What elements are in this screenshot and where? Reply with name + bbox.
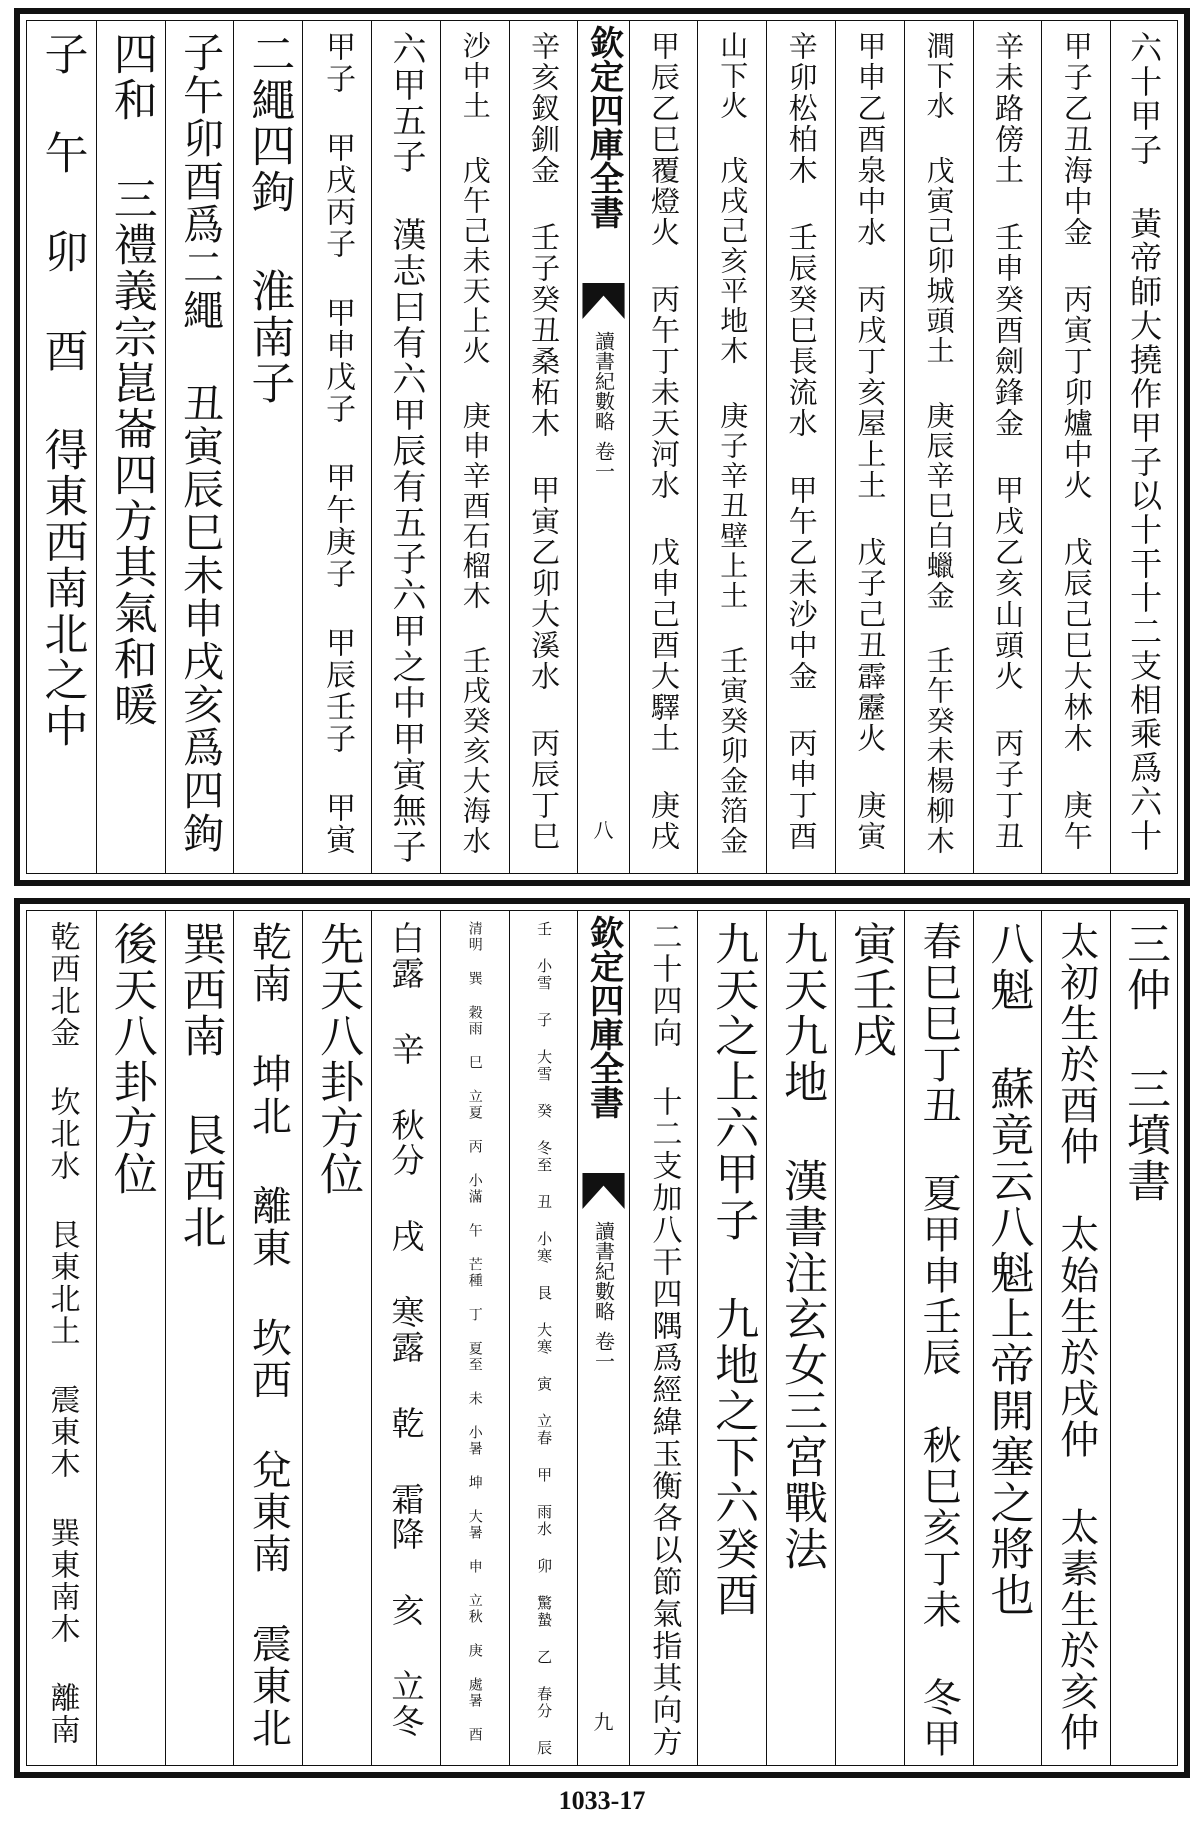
column-text: 太初生於酉仲 太始生於戌仲 太素生於亥仲 (1053, 921, 1099, 1753)
bottom-columns (27, 911, 1177, 1765)
text-column (629, 21, 698, 873)
text-column (371, 911, 440, 1765)
column-text: 寅壬戌 (844, 921, 896, 1059)
text-column (96, 911, 165, 1765)
column-text: 辛卯松柏木 壬辰癸巳長流水 甲午乙未沙中金 丙申丁酉 (784, 31, 819, 852)
text-column (233, 21, 302, 873)
column-text: 乾西北金 坎北水 艮東北土 震東木 巽東南木 離南 (44, 921, 80, 1746)
text-column (302, 911, 371, 1765)
text-column (766, 21, 835, 873)
column-text: 後天八卦方位 (105, 921, 157, 1197)
column-text: 辛亥釵釧金 壬子癸丑桑柘木 甲寅乙卯大溪水 丙辰丁巳 (527, 31, 562, 852)
column-text: 先天八卦方位 (312, 921, 364, 1197)
page-number: 九 (593, 1710, 614, 1734)
text-column (509, 911, 578, 1765)
column-text: 沙中土 戊午己未天上火 庚申辛酉石榴木 壬戌癸亥大海水 (458, 31, 492, 856)
center-fold-column (577, 21, 628, 873)
column-text: 九天九地 漢書注玄女三宮戰法 (776, 921, 828, 1572)
column-text: 八魁 蘇竟云八魁上帝開塞之將也 (982, 921, 1034, 1618)
column-text: 乾南 坤北 離東 坎西 兌東南 震東北 (245, 921, 292, 1749)
column-text: 澗下水 戊寅己卯城頭土 庚辰辛巳白蠟金 壬午癸未楊柳木 (922, 31, 956, 856)
column-text: 甲子 甲戌丙子 甲申戊子 甲午庚子 甲辰壬子 甲寅 (320, 31, 356, 856)
collection-title: 欽定四庫全書 (583, 25, 624, 229)
text-column (440, 21, 509, 873)
column-text: 二十四向 十二支加八干四隅爲經緯玉衡各以節氣指其向方 (646, 921, 682, 1758)
text-column (165, 21, 234, 873)
column-text: 春巳巳丁丑 夏甲申壬辰 秋巳亥丁未 冬甲 (916, 921, 962, 1759)
column-text: 壬 小雪 子 大雪 癸 冬至 丑 小寒 艮 大寒 寅 立春 甲 雨水 卯 驚蟄 乙 春分 辰 (535, 921, 554, 1757)
text-column (440, 911, 509, 1765)
fishtail-mark (582, 283, 624, 319)
bottom-page (14, 898, 1190, 1778)
column-text: 九天之上六甲子 九地之下六癸酉 (707, 921, 759, 1618)
bottom-page-frame (26, 910, 1178, 1766)
text-column (904, 911, 973, 1765)
top-columns (27, 21, 1177, 873)
column-text: 甲辰乙巳覆燈火 丙午丁未天河水 戊申己酉大驛土 庚戌 (646, 31, 681, 852)
text-column (302, 21, 371, 873)
column-text: 六甲五子 漢志曰有六甲辰有五子六甲之中甲寅無子 (385, 31, 426, 865)
book-title: 讀書紀數略 (591, 1221, 616, 1321)
column-text: 子午卯酉爲二繩 丑寅辰巳未申戌亥爲四鉤 (176, 31, 225, 855)
text-column (1041, 21, 1110, 873)
column-text: 甲申乙酉泉中水 丙戌丁亥屋上土 戊子己丑霹靂火 庚寅 (853, 31, 888, 852)
column-text: 山下火 戊戌己亥平地木 庚子辛丑壁上土 壬寅癸卯金箔金 (716, 31, 750, 856)
text-column (766, 911, 835, 1765)
top-page (14, 8, 1190, 886)
text-column (697, 911, 766, 1765)
column-text: 辛未路傍土 壬申癸酉劍鋒金 甲戌乙亥山頭火 丙子丁丑 (990, 31, 1025, 852)
text-column (904, 21, 973, 873)
column-text: 四和 三禮義宗崑崙四方其氣和暖 (105, 31, 157, 728)
text-column (629, 911, 698, 1765)
text-column (1041, 911, 1110, 1765)
column-text: 子 午 卯 酉 得東西南北之中 (36, 31, 88, 749)
book-title: 讀書紀數略 (591, 331, 616, 431)
center-fold-column (577, 911, 628, 1765)
page-number: 八 (593, 818, 614, 842)
text-column (27, 911, 96, 1765)
column-text: 甲子乙丑海中金 丙寅丁卯爐中火 戊辰己巳大林木 庚午 (1059, 31, 1094, 852)
text-column (835, 911, 904, 1765)
text-column (509, 21, 578, 873)
column-text: 六十甲子 黃帝師大撓作甲子以十干十二支相乘爲六十 (1125, 31, 1164, 853)
collection-title: 欽定四庫全書 (583, 915, 624, 1119)
fishtail-mark (582, 1173, 624, 1209)
top-page-frame (26, 20, 1178, 874)
text-column (1110, 21, 1177, 873)
text-column (371, 21, 440, 873)
column-text: 白露 辛 秋分 戌 寒露 乾 霜降 亥 立冬 (386, 921, 426, 1739)
text-column (233, 911, 302, 1765)
text-column (697, 21, 766, 873)
volume-label: 卷一 (591, 1331, 616, 1371)
text-column (973, 21, 1042, 873)
text-column (973, 911, 1042, 1765)
text-column (165, 911, 234, 1765)
text-column (1110, 911, 1177, 1765)
text-column (27, 21, 96, 873)
column-text: 三仲 三墳書 (1119, 921, 1171, 1204)
column-text: 清明 巽 穀雨 巳 立夏 丙 小滿 午 芒種 丁 夏至 未 小暑 坤 大暑 申 立秋 庚 處暑 酉 (466, 921, 483, 1743)
text-column (835, 21, 904, 873)
text-column (96, 21, 165, 873)
page-footer-number: 1033-17 (558, 1786, 646, 1815)
column-text: 二繩四鉤 淮南子 (243, 31, 295, 406)
volume-label: 卷一 (591, 441, 616, 481)
column-text: 巽西南 艮西北 (174, 921, 226, 1250)
